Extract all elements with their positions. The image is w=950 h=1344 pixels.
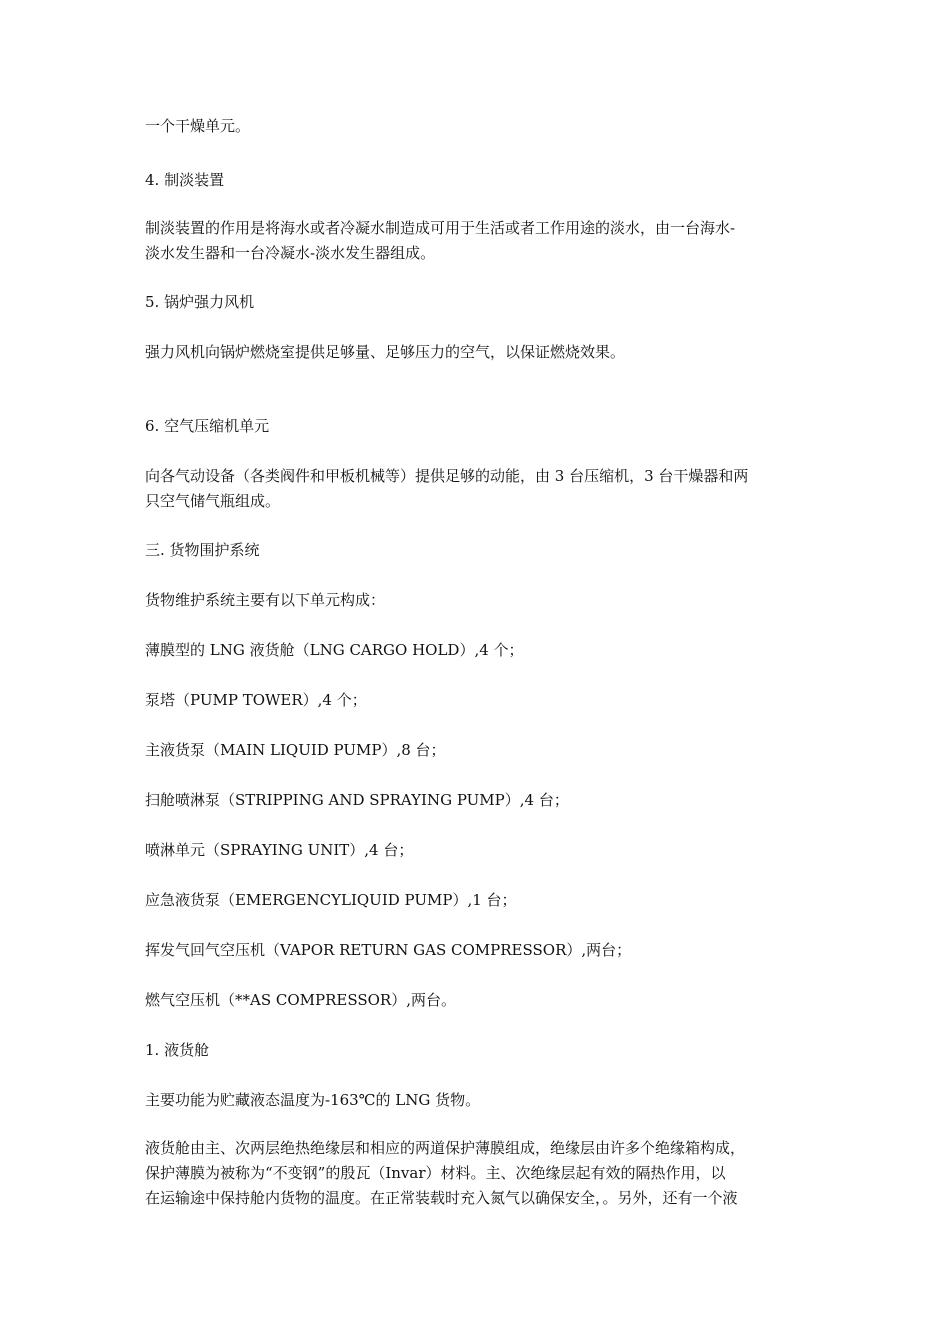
list-item-cargo-hold [145, 638, 809, 663]
heading-cargo-containment [145, 538, 809, 563]
paragraph-cargo-intro [145, 588, 809, 613]
text-line: 淡水发生器和一台冷凝水-淡水发生器组成。 [145, 244, 436, 262]
list-item-main-liquid-pump [145, 738, 809, 763]
list-item-emergency-pump [145, 888, 809, 913]
list-item-stripping-pump [145, 788, 809, 813]
text-line: 薄膜型的 LNG 液货舱（LNG CARGO HOLD）,4 个； [145, 641, 524, 659]
text-line: 5. 锅炉强力风机 [145, 293, 255, 311]
text-line: 液货舱由主、次两层绝热绝缘层和相应的两道保护薄膜组成，绝缘层由许多个绝缘箱构成， [145, 1139, 746, 1157]
list-item-pump-tower [145, 688, 809, 713]
list-item-gas-compressor [145, 988, 809, 1013]
text-line: 制淡装置的作用是将海水或者冷凝水制造成可用于生活或者工作用途的淡水，由一台海水- [145, 219, 736, 237]
text-line: 泵塔（PUMP TOWER）,4 个； [145, 691, 367, 709]
text-line: 燃气空压机（**AS COMPRESSOR）,两台。 [145, 991, 456, 1009]
heading-air-compressor [145, 414, 809, 439]
paragraph-desalination [145, 216, 809, 266]
paragraph-cargo-tank-structure [145, 1136, 809, 1211]
text-line: 向各气动设备（各类阀件和甲板机械等）提供足够的动能，由 3 台压缩机，3 台干燥器和两 [145, 467, 749, 485]
heading-cargo-tank [145, 1038, 809, 1063]
text-line: 应急液货泵（EMERGENCYLIQUID PUMP）,1 台； [145, 891, 517, 909]
text-line: 主要功能为贮藏液态温度为-163℃的 LNG 货物。 [145, 1091, 481, 1109]
text-line: 1. 液货舱 [145, 1041, 210, 1059]
list-item-spraying-unit [145, 838, 809, 863]
text-line: 保护薄膜为被称为“不变钢”的殷瓦（Invar）材料。主、次绝缘层起有效的隔热作用，以 [145, 1164, 726, 1182]
paragraph-boiler-fan [145, 340, 809, 365]
text-line: 货物维护系统主要有以下单元构成： [145, 591, 386, 609]
heading-desalination [145, 168, 809, 193]
text-line: 强力风机向锅炉燃烧室提供足够量、足够压力的空气，以保证燃烧效果。 [145, 343, 626, 361]
paragraph-drying-unit [145, 114, 809, 139]
text-line: 扫舱喷淋泵（STRIPPING AND SPRAYING PUMP）,4 台； [145, 791, 569, 809]
text-line: 主液货泵（MAIN LIQUID PUMP）,8 台； [145, 741, 446, 759]
text-line: 4. 制淡装置 [145, 171, 225, 189]
text-line: 6. 空气压缩机单元 [145, 417, 270, 435]
heading-boiler-fan [145, 290, 809, 315]
text-line: 挥发气回气空压机（VAPOR RETURN GAS COMPRESSOR）,两台； [145, 941, 632, 959]
text-line: 三. 货物围护系统 [145, 541, 260, 559]
text-line: 只空气储气瓶组成。 [145, 492, 281, 510]
paragraph-cargo-tank-function [145, 1088, 809, 1113]
paragraph-air-compressor [145, 464, 809, 514]
text-line: 在运输途中保持舱内货物的温度。在正常装载时充入氮气以确保安全，。另外，还有一个液 [145, 1189, 738, 1207]
text-line: 喷淋单元（SPRAYING UNIT）,4 台； [145, 841, 414, 859]
text-line: 一个干燥单元。 [145, 117, 251, 135]
list-item-vapor-compressor [145, 938, 809, 963]
